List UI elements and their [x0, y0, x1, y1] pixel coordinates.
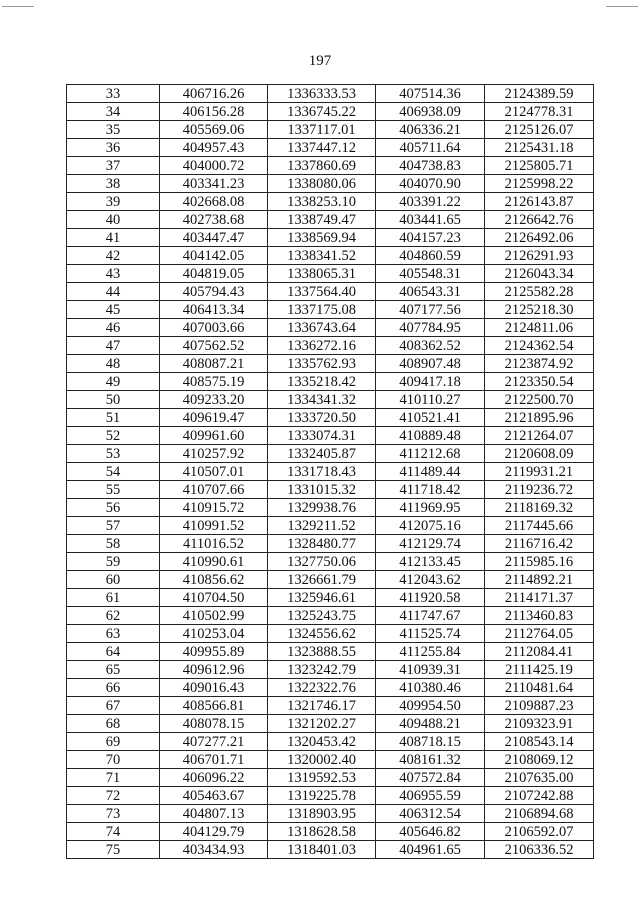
- table-row: [67, 769, 594, 787]
- x2-cell: 407514.36: [376, 85, 485, 103]
- x2-cell: 405548.31: [376, 265, 485, 283]
- x2-cell: 406955.59: [376, 787, 485, 805]
- y2-cell: 2111425.19: [485, 661, 594, 679]
- point-number-cell: 54: [67, 463, 160, 481]
- x2-cell: 411525.74: [376, 625, 485, 643]
- point-number-cell: 72: [67, 787, 160, 805]
- y2-cell: 2125805.71: [485, 157, 594, 175]
- y1-cell: 1319225.78: [268, 787, 376, 805]
- table-row: [67, 697, 594, 715]
- y2-cell: 2122500.70: [485, 391, 594, 409]
- y1-cell: 1320453.42: [268, 733, 376, 751]
- point-number-cell: 75: [67, 841, 160, 859]
- y2-cell: 2108543.14: [485, 733, 594, 751]
- table-row: [67, 265, 594, 283]
- x2-cell: 408907.48: [376, 355, 485, 373]
- x2-cell: 412075.16: [376, 517, 485, 535]
- x2-cell: 408718.15: [376, 733, 485, 751]
- x1-cell: 406413.34: [160, 301, 268, 319]
- x1-cell: 407277.21: [160, 733, 268, 751]
- point-number-cell: 60: [67, 571, 160, 589]
- point-number-cell: 68: [67, 715, 160, 733]
- y1-cell: 1336743.64: [268, 319, 376, 337]
- table-row: [67, 481, 594, 499]
- table-row: [67, 283, 594, 301]
- y1-cell: 1336272.16: [268, 337, 376, 355]
- y2-cell: 2114892.21: [485, 571, 594, 589]
- point-number-cell: 61: [67, 589, 160, 607]
- x2-cell: 404961.65: [376, 841, 485, 859]
- y1-cell: 1334341.32: [268, 391, 376, 409]
- y2-cell: 2125998.22: [485, 175, 594, 193]
- table-row: [67, 247, 594, 265]
- x2-cell: 407784.95: [376, 319, 485, 337]
- x1-cell: 404819.05: [160, 265, 268, 283]
- y2-cell: 2125431.18: [485, 139, 594, 157]
- table-row: [67, 121, 594, 139]
- y2-cell: 2126043.34: [485, 265, 594, 283]
- y2-cell: 2109887.23: [485, 697, 594, 715]
- y1-cell: 1326661.79: [268, 571, 376, 589]
- x1-cell: 403434.93: [160, 841, 268, 859]
- table-row: [67, 463, 594, 481]
- x2-cell: 409488.21: [376, 715, 485, 733]
- x1-cell: 404957.43: [160, 139, 268, 157]
- y1-cell: 1323242.79: [268, 661, 376, 679]
- y2-cell: 2124778.31: [485, 103, 594, 121]
- y2-cell: 2126143.87: [485, 193, 594, 211]
- point-number-cell: 51: [67, 409, 160, 427]
- x1-cell: 408575.19: [160, 373, 268, 391]
- x1-cell: 410704.50: [160, 589, 268, 607]
- y1-cell: 1338341.52: [268, 247, 376, 265]
- y2-cell: 2106592.07: [485, 823, 594, 841]
- point-number-cell: 69: [67, 733, 160, 751]
- point-number-cell: 53: [67, 445, 160, 463]
- x1-cell: 406716.26: [160, 85, 268, 103]
- y2-cell: 2112084.41: [485, 643, 594, 661]
- x1-cell: 405463.67: [160, 787, 268, 805]
- y1-cell: 1318401.03: [268, 841, 376, 859]
- table-row: [67, 571, 594, 589]
- x1-cell: 409961.60: [160, 427, 268, 445]
- x2-cell: 406336.21: [376, 121, 485, 139]
- table-row: [67, 841, 594, 859]
- point-number-cell: 49: [67, 373, 160, 391]
- y1-cell: 1338749.47: [268, 211, 376, 229]
- y2-cell: 2120608.09: [485, 445, 594, 463]
- x2-cell: 411489.44: [376, 463, 485, 481]
- table-row: [67, 499, 594, 517]
- y1-cell: 1335762.93: [268, 355, 376, 373]
- y1-cell: 1331015.32: [268, 481, 376, 499]
- y2-cell: 2106894.68: [485, 805, 594, 823]
- x2-cell: 410889.48: [376, 427, 485, 445]
- y1-cell: 1338080.06: [268, 175, 376, 193]
- x1-cell: 407562.52: [160, 337, 268, 355]
- x2-cell: 410939.31: [376, 661, 485, 679]
- x1-cell: 410707.66: [160, 481, 268, 499]
- y1-cell: 1338569.94: [268, 229, 376, 247]
- y2-cell: 2125218.30: [485, 301, 594, 319]
- y2-cell: 2121895.96: [485, 409, 594, 427]
- y1-cell: 1320002.40: [268, 751, 376, 769]
- point-number-cell: 45: [67, 301, 160, 319]
- corner-mark-right: [606, 6, 638, 7]
- y1-cell: 1335218.42: [268, 373, 376, 391]
- y2-cell: 2118169.32: [485, 499, 594, 517]
- x1-cell: 406701.71: [160, 751, 268, 769]
- point-number-cell: 43: [67, 265, 160, 283]
- table-row: [67, 787, 594, 805]
- y2-cell: 2110481.64: [485, 679, 594, 697]
- y2-cell: 2124389.59: [485, 85, 594, 103]
- y1-cell: 1331718.43: [268, 463, 376, 481]
- point-number-cell: 59: [67, 553, 160, 571]
- table-row: [67, 355, 594, 373]
- point-number-cell: 44: [67, 283, 160, 301]
- x2-cell: 411718.42: [376, 481, 485, 499]
- x1-cell: 402738.68: [160, 211, 268, 229]
- table-row: [67, 661, 594, 679]
- point-number-cell: 56: [67, 499, 160, 517]
- point-number-cell: 52: [67, 427, 160, 445]
- x2-cell: 404738.83: [376, 157, 485, 175]
- y1-cell: 1336333.53: [268, 85, 376, 103]
- point-number-cell: 58: [67, 535, 160, 553]
- y2-cell: 2119236.72: [485, 481, 594, 499]
- x1-cell: 402668.08: [160, 193, 268, 211]
- point-number-cell: 66: [67, 679, 160, 697]
- coordinates-table: [66, 84, 594, 859]
- y2-cell: 2117445.66: [485, 517, 594, 535]
- table-row: [67, 157, 594, 175]
- y2-cell: 2109323.91: [485, 715, 594, 733]
- point-number-cell: 34: [67, 103, 160, 121]
- x2-cell: 408161.32: [376, 751, 485, 769]
- table-row: [67, 607, 594, 625]
- x1-cell: 409955.89: [160, 643, 268, 661]
- point-number-cell: 38: [67, 175, 160, 193]
- y2-cell: 2119931.21: [485, 463, 594, 481]
- x1-cell: 405794.43: [160, 283, 268, 301]
- point-number-cell: 37: [67, 157, 160, 175]
- table-row: [67, 517, 594, 535]
- y1-cell: 1336745.22: [268, 103, 376, 121]
- table-row: [67, 319, 594, 337]
- y1-cell: 1337117.01: [268, 121, 376, 139]
- point-number-cell: 40: [67, 211, 160, 229]
- point-number-cell: 35: [67, 121, 160, 139]
- table-row: [67, 643, 594, 661]
- y1-cell: 1329211.52: [268, 517, 376, 535]
- x2-cell: 411969.95: [376, 499, 485, 517]
- table-row: [67, 409, 594, 427]
- x1-cell: 409016.43: [160, 679, 268, 697]
- point-number-cell: 57: [67, 517, 160, 535]
- x2-cell: 411212.68: [376, 445, 485, 463]
- y1-cell: 1337175.08: [268, 301, 376, 319]
- page-number: 197: [308, 53, 332, 69]
- x1-cell: 407003.66: [160, 319, 268, 337]
- x2-cell: 406312.54: [376, 805, 485, 823]
- x1-cell: 403447.47: [160, 229, 268, 247]
- y2-cell: 2107635.00: [485, 769, 594, 787]
- x1-cell: 408078.15: [160, 715, 268, 733]
- x1-cell: 404129.79: [160, 823, 268, 841]
- y1-cell: 1332405.87: [268, 445, 376, 463]
- x2-cell: 412133.45: [376, 553, 485, 571]
- x1-cell: 408566.81: [160, 697, 268, 715]
- y2-cell: 2125582.28: [485, 283, 594, 301]
- x2-cell: 404070.90: [376, 175, 485, 193]
- point-number-cell: 62: [67, 607, 160, 625]
- x1-cell: 404807.13: [160, 805, 268, 823]
- table-row: [67, 751, 594, 769]
- x2-cell: 409954.50: [376, 697, 485, 715]
- point-number-cell: 48: [67, 355, 160, 373]
- table-row: [67, 715, 594, 733]
- x2-cell: 405711.64: [376, 139, 485, 157]
- x1-cell: 406096.22: [160, 769, 268, 787]
- table-row: [67, 823, 594, 841]
- point-number-cell: 39: [67, 193, 160, 211]
- coordinates-table-body: [67, 85, 594, 859]
- table-row: [67, 427, 594, 445]
- y1-cell: 1328480.77: [268, 535, 376, 553]
- table-row: [67, 85, 594, 103]
- x1-cell: 405569.06: [160, 121, 268, 139]
- x2-cell: 410521.41: [376, 409, 485, 427]
- y1-cell: 1318903.95: [268, 805, 376, 823]
- table-row: [67, 337, 594, 355]
- point-number-cell: 65: [67, 661, 160, 679]
- y2-cell: 2124362.54: [485, 337, 594, 355]
- point-number-cell: 63: [67, 625, 160, 643]
- corner-mark-left: [2, 6, 34, 7]
- y1-cell: 1321746.17: [268, 697, 376, 715]
- x2-cell: 410380.46: [376, 679, 485, 697]
- x2-cell: 410110.27: [376, 391, 485, 409]
- y2-cell: 2126291.93: [485, 247, 594, 265]
- point-number-cell: 46: [67, 319, 160, 337]
- x2-cell: 406543.31: [376, 283, 485, 301]
- x1-cell: 410507.01: [160, 463, 268, 481]
- y1-cell: 1338253.10: [268, 193, 376, 211]
- x1-cell: 406156.28: [160, 103, 268, 121]
- point-number-cell: 41: [67, 229, 160, 247]
- y2-cell: 2121264.07: [485, 427, 594, 445]
- y2-cell: 2126642.76: [485, 211, 594, 229]
- table-row: [67, 193, 594, 211]
- x1-cell: 410257.92: [160, 445, 268, 463]
- table-row: [67, 445, 594, 463]
- point-number-cell: 74: [67, 823, 160, 841]
- y2-cell: 2123350.54: [485, 373, 594, 391]
- x2-cell: 407572.84: [376, 769, 485, 787]
- x1-cell: 411016.52: [160, 535, 268, 553]
- x2-cell: 404157.23: [376, 229, 485, 247]
- x1-cell: 410502.99: [160, 607, 268, 625]
- table-row: [67, 103, 594, 121]
- y1-cell: 1319592.53: [268, 769, 376, 787]
- x2-cell: 411920.58: [376, 589, 485, 607]
- x1-cell: 409612.96: [160, 661, 268, 679]
- point-number-cell: 33: [67, 85, 160, 103]
- y2-cell: 2106336.52: [485, 841, 594, 859]
- y2-cell: 2107242.88: [485, 787, 594, 805]
- x2-cell: 407177.56: [376, 301, 485, 319]
- table-row: [67, 733, 594, 751]
- x1-cell: 403341.23: [160, 175, 268, 193]
- x1-cell: 410915.72: [160, 499, 268, 517]
- y1-cell: 1329938.76: [268, 499, 376, 517]
- y1-cell: 1325243.75: [268, 607, 376, 625]
- point-number-cell: 36: [67, 139, 160, 157]
- y1-cell: 1322322.76: [268, 679, 376, 697]
- x1-cell: 410856.62: [160, 571, 268, 589]
- point-number-cell: 67: [67, 697, 160, 715]
- y1-cell: 1338065.31: [268, 265, 376, 283]
- x2-cell: 406938.09: [376, 103, 485, 121]
- table-row: [67, 805, 594, 823]
- point-number-cell: 55: [67, 481, 160, 499]
- x1-cell: 410253.04: [160, 625, 268, 643]
- y1-cell: 1333720.50: [268, 409, 376, 427]
- y2-cell: 2124811.06: [485, 319, 594, 337]
- x2-cell: 411747.67: [376, 607, 485, 625]
- x1-cell: 410991.52: [160, 517, 268, 535]
- table-row: [67, 553, 594, 571]
- x2-cell: 409417.18: [376, 373, 485, 391]
- x2-cell: 408362.52: [376, 337, 485, 355]
- y1-cell: 1318628.58: [268, 823, 376, 841]
- table-row: [67, 535, 594, 553]
- x1-cell: 410990.61: [160, 553, 268, 571]
- x2-cell: 405646.82: [376, 823, 485, 841]
- x2-cell: 403441.65: [376, 211, 485, 229]
- x1-cell: 409233.20: [160, 391, 268, 409]
- x1-cell: 409619.47: [160, 409, 268, 427]
- y1-cell: 1337860.69: [268, 157, 376, 175]
- point-number-cell: 47: [67, 337, 160, 355]
- x2-cell: 412043.62: [376, 571, 485, 589]
- table-row: [67, 391, 594, 409]
- x1-cell: 404142.05: [160, 247, 268, 265]
- table-row: [67, 301, 594, 319]
- point-number-cell: 73: [67, 805, 160, 823]
- y2-cell: 2115985.16: [485, 553, 594, 571]
- table-row: [67, 625, 594, 643]
- y1-cell: 1325946.61: [268, 589, 376, 607]
- y1-cell: 1327750.06: [268, 553, 376, 571]
- x2-cell: 404860.59: [376, 247, 485, 265]
- y1-cell: 1323888.55: [268, 643, 376, 661]
- x2-cell: 412129.74: [376, 535, 485, 553]
- y1-cell: 1324556.62: [268, 625, 376, 643]
- x1-cell: 404000.72: [160, 157, 268, 175]
- y2-cell: 2114171.37: [485, 589, 594, 607]
- table-row: [67, 139, 594, 157]
- table-row: [67, 211, 594, 229]
- y1-cell: 1337564.40: [268, 283, 376, 301]
- point-number-cell: 71: [67, 769, 160, 787]
- point-number-cell: 50: [67, 391, 160, 409]
- y1-cell: 1321202.27: [268, 715, 376, 733]
- y2-cell: 2108069.12: [485, 751, 594, 769]
- y1-cell: 1337447.12: [268, 139, 376, 157]
- x2-cell: 403391.22: [376, 193, 485, 211]
- y2-cell: 2112764.05: [485, 625, 594, 643]
- y2-cell: 2126492.06: [485, 229, 594, 247]
- y2-cell: 2123874.92: [485, 355, 594, 373]
- table-row: [67, 679, 594, 697]
- y1-cell: 1333074.31: [268, 427, 376, 445]
- y2-cell: 2116716.42: [485, 535, 594, 553]
- point-number-cell: 42: [67, 247, 160, 265]
- table-row: [67, 175, 594, 193]
- y2-cell: 2125126.07: [485, 121, 594, 139]
- table-row: [67, 589, 594, 607]
- table-row: [67, 229, 594, 247]
- point-number-cell: 70: [67, 751, 160, 769]
- point-number-cell: 64: [67, 643, 160, 661]
- x1-cell: 408087.21: [160, 355, 268, 373]
- x2-cell: 411255.84: [376, 643, 485, 661]
- table-row: [67, 373, 594, 391]
- y2-cell: 2113460.83: [485, 607, 594, 625]
